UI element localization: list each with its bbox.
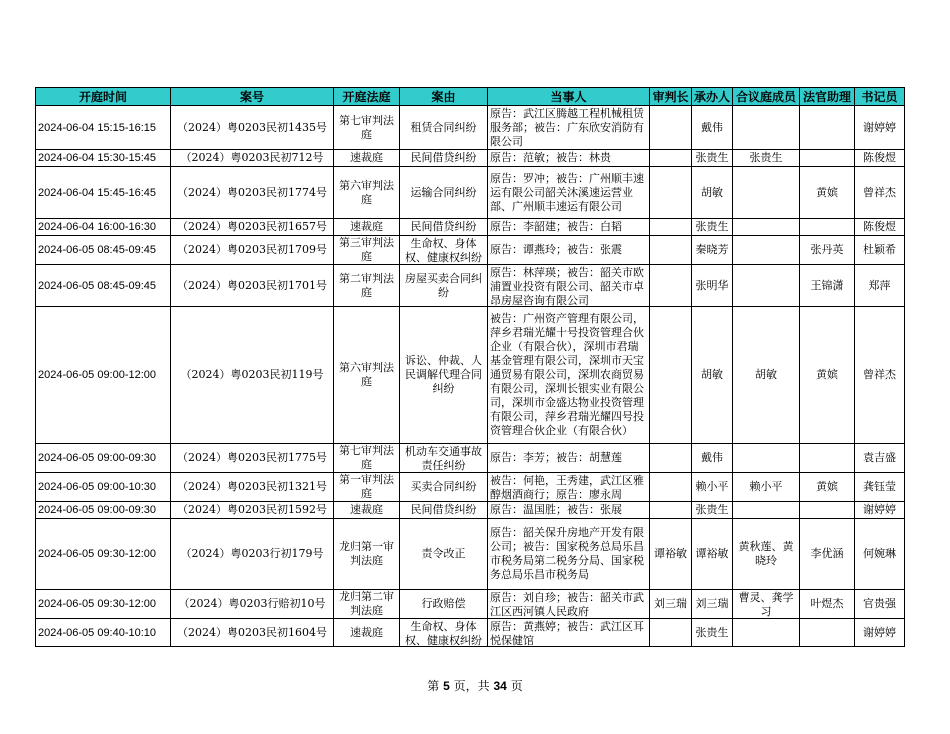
parties-text: 原告：李芳；被告：胡慧莲 [490,451,622,464]
cell-case-no: （2024）粤0203民初1592号 [171,502,334,519]
cell-parties [488,444,650,473]
cell-time: 2024-06-05 08:45-09:45 [36,265,171,307]
cell-court: 速裁庭 [334,219,400,236]
cell-case-no: （2024）粤0203民初1321号 [171,473,334,502]
cell-court: 第三审判法庭 [334,236,400,265]
cell-court: 龙归第一审判法庭 [334,519,400,590]
cell-time: 2024-06-04 15:15-16:15 [36,106,171,150]
cell-case-no: （2024）粤0203民初1774号 [171,167,334,219]
header-time: 开庭时间 [36,88,171,106]
header-panel: 合议庭成员 [733,88,800,106]
table-row [36,444,905,473]
header-assistant: 法官助理 [800,88,855,106]
cell-clerk: 官贵强 [855,590,905,619]
cell-assistant [800,502,855,519]
cell-panel [733,619,800,647]
parties-text: 原告：谭燕玲；被告：张震 [490,243,622,256]
cell-chief [650,473,692,502]
cell-parties [488,219,650,236]
cell-cause: 运输合同纠纷 [400,167,488,219]
header-court: 开庭法庭 [334,88,400,106]
cell-case-no: （2024）粤0203行赔初10号 [171,590,334,619]
cell-time: 2024-06-05 09:00-10:30 [36,473,171,502]
cell-parties [488,619,650,647]
header-case-no: 案号 [171,88,334,106]
cell-panel [733,502,800,519]
cause-text: 机动车交通事故责任纠纷 [405,445,482,471]
cell-court: 第一审判法庭 [334,473,400,502]
cell-judge: 张贵生 [692,150,733,167]
parties-text: 原告：李韶建；被告：白韬 [490,220,622,233]
table-row [36,236,905,265]
table-row [36,590,905,619]
parties-text: 被告：何艳，王秀建，武江区雅醇烟酒商行；原告：廖永周 [490,474,644,500]
cell-judge: 戴伟 [692,106,733,150]
table-row [36,167,905,219]
cell-time: 2024-06-05 09:00-12:00 [36,307,171,444]
cell-cause: 民间借贷纠纷 [400,502,488,519]
cell-judge: 张明华 [692,265,733,307]
cell-panel: 胡敏 [733,307,800,444]
cell-court: 速裁庭 [334,150,400,167]
header-row [36,88,905,106]
cell-time: 2024-06-05 09:30-12:00 [36,519,171,590]
cell-court: 第七审判法庭 [334,106,400,150]
cell-parties [488,519,650,590]
parties-text: 原告：刘自珍；被告：韶关市武江区西河镇人民政府 [490,591,644,617]
cell-judge: 张贵生 [692,619,733,647]
cell-time: 2024-06-05 09:30-12:00 [36,590,171,619]
cell-judge: 赖小平 [692,473,733,502]
cell-assistant: 李优涵 [800,519,855,590]
cell-panel: 张贵生 [733,150,800,167]
cell-panel [733,167,800,219]
cell-clerk: 袁吉盛 [855,444,905,473]
cell-assistant [800,150,855,167]
cell-case-no: （2024）粤0203民初1604号 [171,619,334,647]
cell-judge: 胡敏 [692,167,733,219]
cell-time: 2024-06-05 08:45-09:45 [36,236,171,265]
cell-clerk: 谢婷婷 [855,619,905,647]
cell-judge: 胡敏 [692,307,733,444]
cell-cause: 民间借贷纠纷 [400,219,488,236]
cell-chief: 谭裕敏 [650,519,692,590]
cell-panel: 黄秋莲、黄晓玲 [733,519,800,590]
current-page-number: 5 [443,679,450,693]
cell-clerk: 郑萍 [855,265,905,307]
table-body [36,106,905,647]
cell-parties [488,502,650,519]
cell-parties [488,106,650,150]
cell-case-no: （2024）粤0203民初1775号 [171,444,334,473]
cell-cause: 租赁合同纠纷 [400,106,488,150]
cell-clerk: 谢婷婷 [855,106,905,150]
cell-court: 第二审判法庭 [334,265,400,307]
cell-clerk: 杜颖希 [855,236,905,265]
table-row [36,473,905,502]
cell-judge: 刘三瑞 [692,590,733,619]
cell-chief [650,444,692,473]
header-parties: 当事人 [488,88,650,106]
cell-time: 2024-06-04 15:45-16:45 [36,167,171,219]
table-row [36,150,905,167]
panel-text: 曹灵、龚学习 [738,591,794,617]
cell-time: 2024-06-04 15:30-15:45 [36,150,171,167]
cell-assistant: 黄嫔 [800,167,855,219]
cell-judge: 谭裕敏 [692,519,733,590]
table-row [36,619,905,647]
cell-parties [488,167,650,219]
cell-panel [733,236,800,265]
cell-case-no: （2024）粤0203民初119号 [171,307,334,444]
cell-clerk: 曾祥杰 [855,167,905,219]
cell-panel [733,106,800,150]
cell-parties [488,150,650,167]
cell-clerk: 陈俊煜 [855,150,905,167]
cell-cause [400,236,488,265]
cell-case-no: （2024）粤0203行初179号 [171,519,334,590]
parties-text: 被告：广州资产管理有限公司，萍乡君瑞光耀十号投资管理合伙企业（有限合伙），深圳市君瑞基金管理有限公司，深圳市天宝通贸易有限公司，深圳农商贸易有限公司，深圳长银实业有限公司，深圳市金盛达物业投资管理有限公司，萍乡君瑞光耀四号投资管理合伙企业（有限合伙） [490,312,644,437]
cell-panel [733,265,800,307]
cell-clerk: 曾祥杰 [855,307,905,444]
cell-assistant: 黄嫔 [800,307,855,444]
cell-assistant: 黄嫔 [800,473,855,502]
footer-middle: 页，共 [453,679,490,693]
cell-time: 2024-06-05 09:40-10:10 [36,619,171,647]
cell-chief [650,307,692,444]
cell-parties [488,236,650,265]
cell-parties [488,307,650,444]
parties-text: 原告：温国胜；被告：张展 [490,503,622,516]
cell-parties [488,473,650,502]
cell-assistant [800,444,855,473]
cell-cause: 房屋买卖合同纠纷 [400,265,488,307]
cell-court: 第六审判法庭 [334,307,400,444]
header-clerk: 书记员 [855,88,905,106]
table-row [36,307,905,444]
cell-assistant [800,619,855,647]
cell-chief [650,219,692,236]
header-cause: 案由 [400,88,488,106]
cell-chief [650,265,692,307]
table-row [36,519,905,590]
page-footer [0,677,950,694]
court-schedule-table [35,87,905,647]
cell-panel [733,444,800,473]
cell-assistant: 张丹英 [800,236,855,265]
cell-assistant [800,219,855,236]
parties-text: 原告：林萍瑛；被告：韶关市欧浦置业投资有限公司、韶关市卓昂房屋咨询有限公司 [490,265,644,306]
parties-text: 原告：黄燕婷；被告：武江区耳悦保健馆 [490,619,644,646]
cell-chief [650,619,692,647]
cell-assistant: 王锦潇 [800,265,855,307]
table-row [36,106,905,150]
cell-chief [650,236,692,265]
cell-case-no: （2024）粤0203民初712号 [171,150,334,167]
cell-panel: 赖小平 [733,473,800,502]
parties-text: 原告：罗冲；被告：广州顺丰速运有限公司韶关沐溪速运营业部、广州顺丰速运有限公司 [490,171,644,213]
cell-case-no: （2024）粤0203民初1701号 [171,265,334,307]
cell-parties [488,265,650,307]
cell-judge: 秦晓芳 [692,236,733,265]
cell-chief [650,150,692,167]
cell-time: 2024-06-05 09:00-09:30 [36,502,171,519]
cell-court: 第七审判法庭 [334,444,400,473]
cell-clerk: 龚钰莹 [855,473,905,502]
cell-cause: 行政赔偿 [400,590,488,619]
parties-text: 原告：武江区腾越工程机械租赁服务部；被告：广东欣安消防有限公司 [490,106,644,148]
cell-court: 速裁庭 [334,502,400,519]
cell-cause: 诉讼、仲裁、人民调解代理合同纠纷 [400,307,488,444]
cell-case-no: （2024）粤0203民初1709号 [171,236,334,265]
cell-court: 龙归第二审判法庭 [334,590,400,619]
cell-panel [733,219,800,236]
parties-text: 原告：范敏；被告：林贵 [490,151,611,164]
total-page-count: 34 [493,679,507,693]
cell-case-no: （2024）粤0203民初1657号 [171,219,334,236]
cell-chief [650,167,692,219]
cell-cause: 民间借贷纠纷 [400,150,488,167]
cell-time: 2024-06-05 09:00-09:30 [36,444,171,473]
header-chief: 审判长 [650,88,692,106]
footer-prefix: 第 [427,679,440,693]
parties-text: 原告：韶关保升房地产开发有限公司；被告：国家税务总局乐昌市税务局第二税务分局、国家税务总局乐昌市税务局 [490,526,644,581]
cell-assistant: 叶煜杰 [800,590,855,619]
cell-clerk: 陈俊煜 [855,219,905,236]
header-judge: 承办人 [692,88,733,106]
cell-cause [400,619,488,647]
cell-chief [650,502,692,519]
cell-cause [400,444,488,473]
cell-judge: 戴伟 [692,444,733,473]
cell-judge: 张贵生 [692,219,733,236]
cell-chief: 刘三瑞 [650,590,692,619]
cell-court: 速裁庭 [334,619,400,647]
cause-text: 生命权、身体权、健康权纠纷 [405,619,482,646]
cell-cause: 责令改正 [400,519,488,590]
cell-parties [488,590,650,619]
footer-suffix: 页 [510,679,523,693]
table-row [36,502,905,519]
cell-chief [650,106,692,150]
cell-panel [733,590,800,619]
cell-court: 第六审判法庭 [334,167,400,219]
cell-time: 2024-06-04 16:00-16:30 [36,219,171,236]
cell-clerk: 何婉琳 [855,519,905,590]
cell-case-no: （2024）粤0203民初1435号 [171,106,334,150]
cell-clerk: 谢婷婷 [855,502,905,519]
cause-text: 生命权、身体权、健康权纠纷 [405,237,482,263]
cell-cause: 买卖合同纠纷 [400,473,488,502]
cell-assistant [800,106,855,150]
table-row [36,219,905,236]
cell-judge: 张贵生 [692,502,733,519]
table-row [36,265,905,307]
